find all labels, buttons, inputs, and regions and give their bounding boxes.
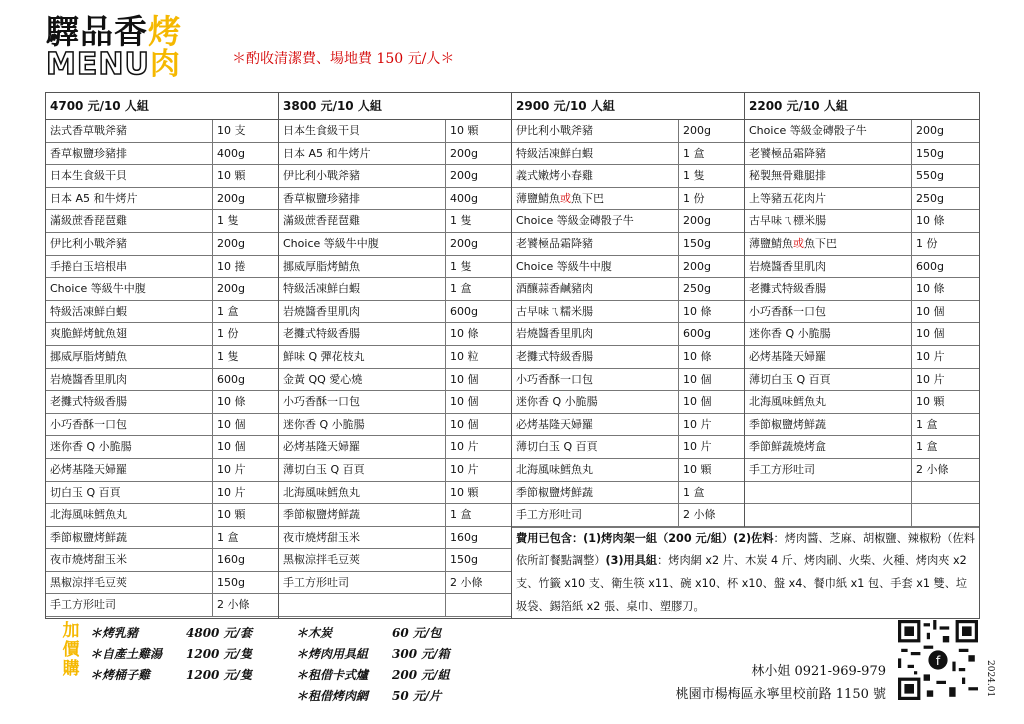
menu-row — [745, 323, 979, 346]
item-qty: 10 顆 — [450, 124, 479, 137]
group-title: 2200 元/10 人組 — [745, 93, 979, 120]
menu-row — [512, 346, 744, 369]
item-name: 黑椒涼拌毛豆莢 — [46, 572, 213, 594]
item-qty: 150g — [683, 236, 711, 250]
item-name: 必烤基隆天婦羅 — [279, 436, 446, 458]
item-name: 季節鮮蔬燒烤盒 — [745, 436, 912, 458]
menu-row — [279, 391, 511, 414]
item-qty — [446, 594, 511, 616]
item-name: 薄切白玉 Q 百頁 — [745, 369, 912, 391]
item-qty: 1 隻 — [450, 214, 472, 228]
item-name: 小巧香酥一口包 — [512, 369, 679, 391]
item-name: 秘製無骨雞腿排 — [745, 165, 912, 187]
item-qty: 10 個 — [450, 417, 479, 431]
item-name: 伊比利小戰斧豬 — [512, 120, 679, 142]
menu-row — [512, 120, 744, 143]
item-qty: 2 小條 — [450, 575, 483, 589]
item-qty: 10 片 — [683, 417, 712, 431]
item-name: 古早味ㄟ糯米腸 — [512, 301, 679, 323]
item-qty: 10 條 — [217, 395, 246, 409]
item-qty: 1 盒 — [450, 282, 472, 296]
item-name: 岩燒醬香里肌肉 — [512, 323, 679, 345]
item-qty: 1 盒 — [916, 440, 938, 454]
item-qty: 1 份 — [916, 236, 938, 250]
item-qty: 10 片 — [916, 372, 945, 386]
item-qty: 1 盒 — [683, 485, 705, 499]
item-name: 鮮味 Q 彈花枝丸 — [279, 346, 446, 368]
brand-logo — [46, 14, 196, 82]
menu-row — [279, 278, 511, 301]
menu-row — [46, 301, 278, 324]
menu-row — [745, 459, 979, 482]
item-qty: 10 片 — [450, 462, 479, 476]
svg-text:f: f — [935, 653, 941, 669]
menu-row — [279, 143, 511, 166]
item-qty: 10 條 — [916, 282, 945, 296]
item-name: Choice 等級牛中腹 — [279, 233, 446, 255]
item-name: 老攤式特級香腸 — [46, 391, 213, 413]
menu-row — [512, 278, 744, 301]
item-name: 香草椒鹽珍豬排 — [46, 143, 213, 165]
item-name: 老攤式特級香腸 — [279, 323, 446, 345]
version-label: 2024.01 — [985, 660, 995, 698]
addon-item: ＊木炭 60 元/包 — [296, 626, 442, 640]
item-name: 迷你香 Q 小脆腸 — [46, 436, 213, 458]
fee-description: 費用已包含：(1)烤肉架一組（200 元/組）(2)佐料：烤肉醬、芝麻、胡椒鹽、辣椒粉（佐料依所訂餐點調整）(3)用具組：烤肉網 x2 片、木炭 4 斤、烤肉刷、火柴、火種、烤肉夾 x2 支、竹籤 x10 支、衛生筷 x11、碗 x10、杯 x10、盤 x4、餐巾紙 x1 包、手套 x1 雙、垃圾袋、錫箔紙 x2 張、桌巾、塑膠刀。 — [512, 527, 979, 618]
item-name: Choice 等級金磚骰子牛 — [512, 210, 679, 232]
item-name: 季節椒鹽烤鮮蔬 — [279, 504, 446, 526]
menu-row — [46, 210, 278, 233]
menu-row — [512, 414, 744, 437]
item-qty: 10 個 — [217, 417, 246, 431]
item-qty: 1 份 — [683, 191, 705, 205]
item-qty: 10 片 — [916, 349, 945, 363]
item-name: 滿級蔗香琵琶雞 — [46, 210, 213, 232]
item-qty: 200g — [916, 124, 944, 137]
item-qty: 200g — [217, 282, 245, 296]
menu-row — [279, 549, 511, 572]
item-qty: 10 片 — [217, 485, 246, 499]
menu-row — [279, 165, 511, 188]
brand-menu-word: MENU肉 — [46, 47, 181, 82]
item-qty: 600g — [683, 327, 711, 341]
menu-row — [512, 210, 744, 233]
menu-row — [279, 346, 511, 369]
item-qty: 250g — [683, 282, 711, 296]
menu-row — [745, 482, 979, 505]
item-qty: 400g — [450, 191, 478, 205]
menu-row — [745, 256, 979, 279]
menu-row — [279, 436, 511, 459]
addon-item: ＊自產土雞湯 1200 元/隻 — [90, 647, 252, 661]
item-name: 老攤式特級香腸 — [745, 278, 912, 300]
item-name: 季節椒鹽烤鮮蔬 — [46, 527, 213, 549]
item-name: 小巧香酥一口包 — [279, 391, 446, 413]
item-qty: 2 小條 — [217, 598, 250, 612]
item-name — [745, 504, 912, 526]
menu-row — [745, 143, 979, 166]
item-name: 伊比利小戰斧豬 — [279, 165, 446, 187]
menu-row — [279, 459, 511, 482]
item-name: 季節椒鹽烤鮮蔬 — [745, 414, 912, 436]
item-name: 金黃 QQ 愛心燒 — [279, 369, 446, 391]
group-title: 4700 元/10 人組 — [46, 93, 278, 120]
menu-row — [279, 414, 511, 437]
menu-row — [745, 233, 979, 256]
item-name — [745, 482, 912, 504]
item-qty: 200g — [683, 124, 711, 137]
item-name: 北海風味鱈魚丸 — [46, 504, 213, 526]
item-qty: 1 隻 — [217, 214, 239, 228]
item-qty: 1 隻 — [217, 349, 239, 363]
menu-row — [745, 210, 979, 233]
menu-row — [46, 233, 278, 256]
menu-row — [279, 527, 511, 550]
item-name: 酒釀蒜香鹹豬肉 — [512, 278, 679, 300]
addon-item: ＊租借卡式爐 200 元/組 — [296, 668, 450, 682]
addon-item: ＊烤乳豬 4800 元/套 — [90, 626, 252, 640]
item-name: 上等豬五花肉片 — [745, 188, 912, 210]
item-qty: 150g — [916, 146, 944, 160]
item-name: 岩燒醬香里肌肉 — [279, 301, 446, 323]
item-qty: 10 個 — [450, 372, 479, 386]
menu-row — [745, 414, 979, 437]
menu-row — [745, 504, 979, 527]
addon-item: ＊烤桶子雞 1200 元/隻 — [90, 668, 252, 682]
item-qty: 600g — [916, 259, 944, 273]
item-name: 小巧香酥一口包 — [46, 414, 213, 436]
menu-row — [46, 459, 278, 482]
menu-row — [745, 120, 979, 143]
item-name: 日本 A5 和牛烤片 — [279, 143, 446, 165]
item-name: 日本 A5 和牛烤片 — [46, 188, 213, 210]
item-name: 薄切白玉 Q 百頁 — [279, 459, 446, 481]
item-qty: 10 條 — [683, 304, 712, 318]
item-qty: 2 小條 — [683, 508, 716, 522]
menu-row — [46, 482, 278, 505]
item-name: 黑椒涼拌毛豆莢 — [279, 549, 446, 571]
menu-row — [512, 256, 744, 279]
item-qty: 2 小條 — [916, 462, 949, 476]
item-name: 手工方形吐司 — [512, 504, 679, 526]
menu-row — [279, 210, 511, 233]
item-name: 手捲白玉培根串 — [46, 256, 213, 278]
item-qty: 1 盒 — [683, 146, 705, 160]
item-qty: 10 片 — [683, 440, 712, 454]
menu-row — [745, 436, 979, 459]
menu-row — [512, 436, 744, 459]
item-name: Choice 等級金磚骰子牛 — [745, 120, 912, 142]
menu-row — [46, 414, 278, 437]
address: 桃園市楊梅區永寧里校前路 1150 號 — [675, 687, 886, 702]
qr-code-icon — [898, 620, 978, 700]
menu-row — [745, 278, 979, 301]
item-qty: 10 條 — [450, 327, 479, 341]
item-name: Choice 等級牛中腹 — [46, 278, 213, 300]
item-qty: 10 個 — [683, 372, 712, 386]
item-name: 特級活凍鮮白蝦 — [512, 143, 679, 165]
item-qty: 10 顆 — [217, 508, 246, 522]
item-qty: 10 條 — [916, 214, 945, 228]
menu-row — [46, 165, 278, 188]
addon-label: 加價購 — [62, 621, 80, 679]
item-qty: 10 個 — [450, 395, 479, 409]
menu-row — [46, 256, 278, 279]
item-qty: 10 條 — [683, 349, 712, 363]
item-name: 手工方形吐司 — [745, 459, 912, 481]
menu-row — [46, 278, 278, 301]
item-name: 岩燒醬香里肌肉 — [745, 256, 912, 278]
item-qty: 10 顆 — [450, 485, 479, 499]
item-name: 迷你香 Q 小脆腸 — [512, 391, 679, 413]
item-name: 岩燒醬香里肌肉 — [46, 369, 213, 391]
item-name: 夜市燒烤甜玉米 — [279, 527, 446, 549]
item-name: 香草椒鹽珍豬排 — [279, 188, 446, 210]
menu-row — [279, 301, 511, 324]
menu-row — [279, 233, 511, 256]
menu-row — [512, 323, 744, 346]
item-qty: 10 顆 — [683, 462, 712, 476]
menu-row — [46, 369, 278, 392]
item-name: 北海風味鱈魚丸 — [512, 459, 679, 481]
menu-row — [745, 391, 979, 414]
item-qty: 10 片 — [450, 440, 479, 454]
menu-row — [512, 391, 744, 414]
item-qty: 160g — [450, 530, 478, 544]
menu-row — [279, 188, 511, 211]
menu-row — [512, 165, 744, 188]
item-name: 爽脆鮮烤魷魚翅 — [46, 323, 213, 345]
item-qty: 160g — [217, 553, 245, 567]
menu-row — [46, 346, 278, 369]
item-qty: 10 個 — [916, 304, 945, 318]
item-name: 季節椒鹽烤鮮蔬 — [512, 482, 679, 504]
item-qty: 600g — [450, 304, 478, 318]
item-qty: 10 個 — [683, 395, 712, 409]
item-name: 挪威厚脂烤鯖魚 — [279, 256, 446, 278]
item-name: 薄鹽鯖魚或魚下巴 — [512, 188, 679, 210]
menu-row — [512, 459, 744, 482]
menu-row — [279, 323, 511, 346]
menu-table — [45, 92, 980, 619]
item-name: 薄鹽鯖魚或魚下巴 — [745, 233, 912, 255]
menu-row — [46, 572, 278, 595]
menu-row — [512, 143, 744, 166]
menu-row — [46, 527, 278, 550]
addon-item: ＊烤肉用具組 300 元/箱 — [296, 647, 450, 661]
item-name: 法式香草戰斧豬 — [46, 120, 213, 142]
addon-item: ＊租借烤肉網 50 元/片 — [296, 689, 442, 703]
menu-row — [745, 165, 979, 188]
menu-row — [279, 369, 511, 392]
item-name: 老攤式特級香腸 — [512, 346, 679, 368]
menu-column — [279, 93, 512, 618]
item-qty: 150g — [450, 553, 478, 567]
menu-row — [46, 323, 278, 346]
menu-row — [46, 436, 278, 459]
item-name: 挪威厚脂烤鯖魚 — [46, 346, 213, 368]
fee-notice: ＊酌收清潔費、場地費 150 元/人＊ — [232, 51, 455, 67]
item-qty: 10 粒 — [450, 349, 479, 363]
item-name: 夜市燒烤甜玉米 — [46, 549, 213, 571]
item-qty: 1 盒 — [217, 530, 239, 544]
item-qty: 200g — [450, 169, 478, 183]
item-qty: 10 片 — [217, 462, 246, 476]
item-name: 伊比利小戰斧豬 — [46, 233, 213, 255]
item-name: Choice 等級牛中腹 — [512, 256, 679, 278]
item-qty: 550g — [916, 169, 944, 183]
item-qty: 250g — [916, 191, 944, 205]
item-name: 必烤基隆天婦羅 — [512, 414, 679, 436]
menu-row — [279, 594, 511, 617]
menu-row — [46, 504, 278, 527]
item-name: 必烤基隆天婦羅 — [745, 346, 912, 368]
menu-row — [46, 391, 278, 414]
menu-row — [46, 549, 278, 572]
item-name: 滿級蔗香琵琶雞 — [279, 210, 446, 232]
item-qty: 400g — [217, 146, 245, 160]
item-name: 北海風味鱈魚丸 — [745, 391, 912, 413]
item-qty: 10 顆 — [916, 395, 945, 409]
item-name — [279, 594, 446, 616]
contact-info: 林小姐 0921-969-979 — [751, 664, 886, 679]
item-qty: 200g — [450, 236, 478, 250]
menu-row — [745, 369, 979, 392]
item-name: 小巧香酥一口包 — [745, 301, 912, 323]
menu-row — [512, 233, 744, 256]
item-qty: 200g — [683, 259, 711, 273]
group-title: 2900 元/10 人組 — [512, 93, 744, 120]
menu-row — [279, 482, 511, 505]
item-qty: 1 盒 — [217, 304, 239, 318]
item-name: 手工方形吐司 — [279, 572, 446, 594]
item-qty: 10 支 — [217, 124, 246, 137]
item-name: 老饕極品霜降豬 — [745, 143, 912, 165]
menu-row — [46, 143, 278, 166]
item-name: 必烤基隆天婦羅 — [46, 459, 213, 481]
item-name: 老饕極品霜降豬 — [512, 233, 679, 255]
item-qty: 10 顆 — [217, 169, 246, 183]
item-qty: 200g — [217, 236, 245, 250]
item-name: 日本生食級干貝 — [279, 120, 446, 142]
item-name: 薄切白玉 Q 百頁 — [512, 436, 679, 458]
item-name: 古早味ㄟ標米腸 — [745, 210, 912, 232]
item-qty: 10 個 — [217, 440, 246, 454]
menu-row — [512, 482, 744, 505]
item-name: 切白玉 Q 百頁 — [46, 482, 213, 504]
menu-column — [46, 93, 279, 618]
menu-row — [745, 301, 979, 324]
menu-row — [46, 188, 278, 211]
menu-row — [279, 256, 511, 279]
item-name: 日本生食級干貝 — [46, 165, 213, 187]
item-qty: 10 捲 — [217, 259, 246, 273]
menu-row — [745, 346, 979, 369]
item-name: 特級活凍鮮白蝦 — [279, 278, 446, 300]
item-name: 北海風味鱈魚丸 — [279, 482, 446, 504]
item-qty: 10 個 — [916, 327, 945, 341]
menu-row — [279, 504, 511, 527]
item-qty: 1 盒 — [916, 417, 938, 431]
item-name: 迷你香 Q 小脆腸 — [279, 414, 446, 436]
item-name: 特級活凍鮮白蝦 — [46, 301, 213, 323]
item-name: 迷你香 Q 小脆腸 — [745, 323, 912, 345]
menu-row — [512, 301, 744, 324]
menu-row — [512, 504, 744, 527]
item-qty: 600g — [217, 372, 245, 386]
menu-row — [512, 188, 744, 211]
item-qty: 200g — [217, 191, 245, 205]
menu-row — [279, 572, 511, 595]
menu-row — [279, 120, 511, 143]
menu-row — [745, 188, 979, 211]
menu-row — [46, 120, 278, 143]
item-qty: 1 份 — [217, 327, 239, 341]
item-qty: 150g — [217, 575, 245, 589]
item-name: 義式嫩烤小春雞 — [512, 165, 679, 187]
item-qty: 200g — [450, 146, 478, 160]
item-qty: 1 隻 — [683, 169, 705, 183]
group-title: 3800 元/10 人組 — [279, 93, 511, 120]
item-qty — [912, 482, 979, 504]
item-qty: 200g — [683, 214, 711, 228]
item-name: 手工方形吐司 — [46, 594, 213, 616]
item-qty: 1 盒 — [450, 508, 472, 522]
item-qty — [912, 504, 979, 526]
menu-row — [512, 369, 744, 392]
brand-title: 驛品香烤 — [46, 12, 182, 51]
menu-row — [46, 594, 278, 617]
item-qty: 1 隻 — [450, 259, 472, 273]
